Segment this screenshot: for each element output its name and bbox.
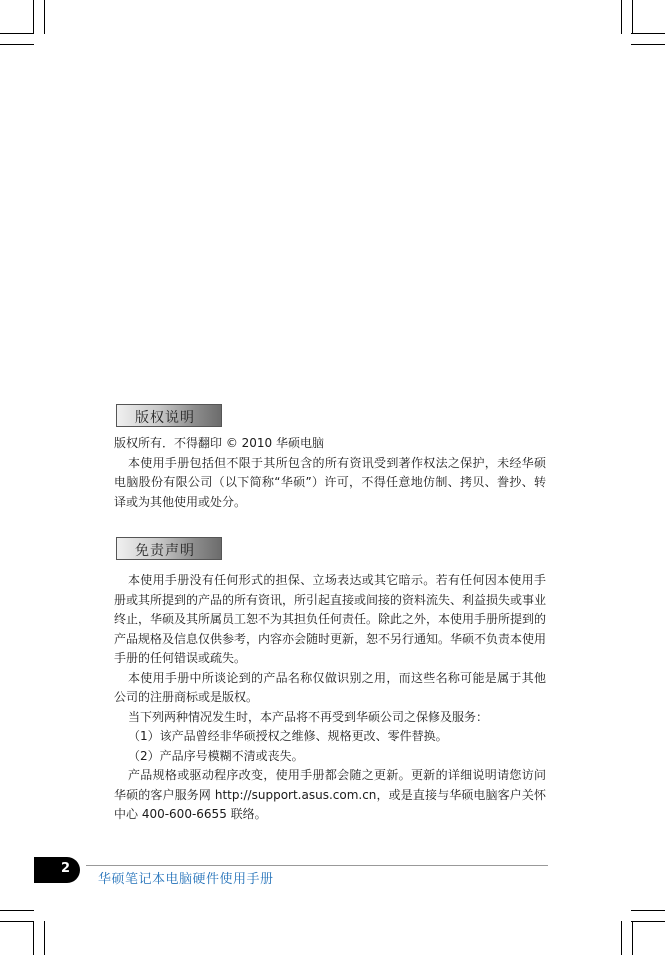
disclaimer-list-item-1: （1）该产品曾经非华硕授权之维修、规格更改、零件替换。: [128, 729, 448, 743]
disclaimer-paragraph-3: 当下列两种情况发生时，本产品将不再受到华硕公司之保修及服务：: [128, 709, 489, 724]
crop-mark: [631, 921, 665, 922]
crop-mark: [44, 921, 45, 955]
disclaimer-paragraph-4: 产品规格或驱动程序改变，使用手册都会随之更新。更新的详细说明请您访问华硕的客户服务网 http://support.asus.com.cn，或是直接与华硕电脑客户关怀中心 400-600-6655 联络。: [114, 768, 546, 821]
disclaimer-paragraph-2: 本使用手册中所谈论到的产品名称仅做识别之用，而这些名称可能是属于其他公司的注册商标或是版权。: [114, 670, 546, 704]
crop-mark: [0, 44, 34, 45]
copyright-line: 版权所有．不得翻印 © 2010 华硕电脑: [114, 436, 324, 450]
crop-mark: [631, 33, 665, 34]
copyright-header-label: 版权说明: [135, 410, 195, 426]
copyright-header: [116, 404, 222, 427]
crop-mark: [632, 921, 633, 955]
crop-mark: [33, 0, 34, 34]
copyright-paragraph: 本使用手册包括但不限于其所包含的所有资讯受到著作权法之保护，未经华硕电脑股份有限公司（以下简称“华硕”）许可，不得任意地仿制、拷贝、誊抄、转译或为其他使用或处分。: [114, 455, 546, 509]
page-number-tab: [34, 857, 80, 883]
crop-mark: [621, 921, 622, 955]
crop-mark: [44, 0, 45, 34]
disclaimer-header-label: 免责声明: [135, 543, 195, 559]
crop-mark: [631, 910, 665, 911]
crop-mark: [631, 44, 665, 45]
disclaimer-header: [116, 537, 222, 560]
crop-mark: [33, 921, 34, 955]
crop-mark: [0, 33, 34, 34]
crop-mark: [621, 0, 622, 34]
disclaimer-paragraph-1: 本使用手册没有任何形式的担保、立场表达或其它暗示。若有任何因本使用手册或其所提到的产品的所有资讯，所引起直接或间接的资料流失、利益损失或事业终止，华硕及其所属员工恕不为其担负任何责任。除此之外，本使用手册所提到的产品规格及信息仅供参考，内容亦会随时更新，恕不另行通知。华硕不负责本使用手册的任何错误或疏失。: [114, 573, 547, 665]
crop-mark: [0, 910, 34, 911]
footer-title: 华硕笔记本电脑硬件使用手册: [98, 872, 274, 887]
disclaimer-list-item-2: （2）产品序号模糊不清或丧失。: [128, 748, 304, 763]
copyright-body: [114, 434, 546, 512]
crop-mark: [632, 0, 633, 34]
footer-rule: [86, 865, 548, 866]
disclaimer-body: [114, 571, 546, 825]
page-number: 2: [60, 861, 70, 876]
crop-mark: [0, 921, 34, 922]
